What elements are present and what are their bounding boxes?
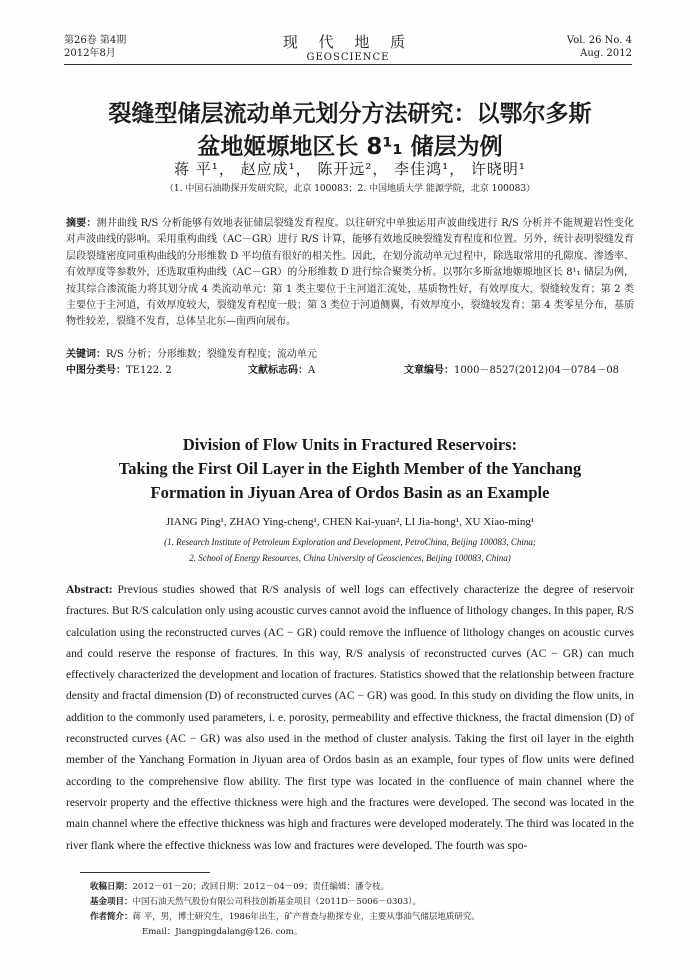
abstract-en-text: Previous studies showed that R/S analysis of well logs can effectively characterize the degree of reservoir fractures. But R/S calculation only using acoustic curves cannot avoid the influence of lithology changes. In this paper, R/S calculation using the reconstructed curves (AC − GR) could remove the influence of lithology changes on acoustic curves and could reserve the response of fractures. In this way, R/S analysis of reconstructed curves (AC − GR) can much effectively characterized the development and location of fractures. Statistics showed that the relationship between fracture density and fractal dimension (D) of reconstructed curves (AC − GR) was good. In this study on dividing the flow units, in addition to the commonly used parameters, i. e. porosity, permeability and effective thickness, the fractal dimension (D) of reconstructed curves (AC − GR) was also used in the method of cluster analysis. Taking the first oil layer in the eighth member of the Yanchang Formation in Jiyuan area of Ordos basin as an example, four types of flow units were defined according to the comprehensive flow ability. The first type was located in the confluence of main channel where the reservoir property and the effective thickness were high and the fractures were developed. The second was located in the main channel where the effective thickness was high and fractures were developed moderately. The third was located in the river flank where the effective thickness was low and fractures were developed. The fourth was spo- <box>66 584 635 852</box>
running-header <box>64 34 632 68</box>
article-no-value: 1000－8527(2012)04－0784－08 <box>454 365 620 376</box>
footnote-fund <box>90 895 620 910</box>
volume-cn: 第26卷 第4期 <box>64 35 127 46</box>
clc-value: TE122. 2 <box>126 365 172 376</box>
title-cn-line1: 裂缝型储层流动单元划分方法研究：以鄂尔多斯 <box>108 101 592 127</box>
classification-line <box>66 364 634 378</box>
keywords-cn <box>66 348 634 362</box>
date-cn: 2012年8月 <box>64 48 116 59</box>
title-en-line1: Division of Flow Units in Fractured Reservoirs: <box>182 435 518 454</box>
date-en: Aug. 2012 <box>580 48 632 59</box>
title-en-line3: Formation in Jiyuan Area of Ordos Basin as an Example <box>150 483 550 502</box>
authors-en: JIANG Ping¹, ZHAO Ying-cheng¹, CHEN Kai-yuan², LI Jia-hong¹, XU Xiao-ming¹ <box>165 516 535 528</box>
article-no-label: 文章编号： <box>404 365 454 376</box>
keywords-cn-text: R/S 分析；分形维数；裂缝发育程度；流动单元 <box>106 349 317 360</box>
author-bio-label: 作者简介： <box>90 912 133 922</box>
header-center <box>64 34 632 64</box>
clc-label: 中图分类号： <box>66 365 126 376</box>
fund-label: 基金项目： <box>90 897 133 907</box>
abstract-en <box>66 580 634 857</box>
author-bio-text: 蒋 平，男，博士研究生，1986年出生，矿产普查与勘探专业，主要从事油气储层地质研究。 <box>132 912 480 922</box>
dates-text: 2012－01－20；改回日期：2012－04－09；责任编辑：潘令枝。 <box>132 882 390 892</box>
author-email: Email：Jiangpingdalang@126. com。 <box>142 927 303 937</box>
authors-cn: 蒋 平¹， 赵应成¹， 陈开远²， 李佳鸿¹， 许晓明¹ <box>174 160 526 178</box>
abstract-cn-text: 测井曲线 R/S 分析能够有效地表征储层裂缝发育程度。以往研究中单独运用声波曲线进行 R/S 分析并不能规避岩性变化对声波曲线的影响。采用重构曲线（AC－GR）进行 R/S 计算，能够有效地反映裂缝发育程度和位置。另外，统计表明裂缝发育层段裂缝密度同重构曲线的分形维数 D 平均值有很好的相关性。因此，在划分流动单元过程中，除选取常用的孔隙度、渗透率、有效厚度等参数外，还选取重构曲线（AC－GR）的分形维数 D 进行综合聚类分析。以鄂尔多斯盆地姬塬地区长 8¹₁ 储层为例，按其综合渗流能力将其划分成 4 类流动单元：第 1 类主要位于主河道汇流处，基质物性好，有效厚度大，裂缝较发育；第 2 类主要位于主河道，有效厚度较大，裂缝发育程度一般；第 3 类位于河道侧翼，有效厚度小，裂缝较发育；第 4 类零星分布，基质物性较差，裂缝不发育，总体呈北东—南西向展布。 <box>66 218 634 328</box>
volume-en: Vol. 26 No. 4 <box>566 35 632 46</box>
doc-code-label: 文献标志码： <box>248 365 308 376</box>
abstract-cn <box>66 216 634 331</box>
title-en <box>40 433 660 505</box>
doc-code-value: A <box>308 365 316 376</box>
affiliation-en-line2: 2. School of Energy Resources, China University of Geosciences, Beijing 100083, China) <box>189 553 511 563</box>
abstract-en-label: Abstract: <box>66 584 113 596</box>
affiliations-en <box>60 534 640 566</box>
title-cn-line2: 盆地姬塬地区长 8¹₁ 储层为例 <box>197 134 503 160</box>
abstract-cn-label: 摘要： <box>66 218 97 229</box>
header-right <box>567 34 632 60</box>
header-divider <box>64 64 632 65</box>
keywords-cn-label: 关键词： <box>66 349 106 360</box>
fund-text: 中国石油天然气股份有限公司科技创新基金项目（2011D－5006－0303）。 <box>132 897 421 907</box>
footnote-divider <box>80 872 210 873</box>
footnotes <box>90 880 620 940</box>
affiliations-cn: （1. 中国石油勘探开发研究院，北京 100083；2. 中国地质大学 能源学院，北京 100083） <box>164 184 536 194</box>
title-en-line2: Taking the First Oil Layer in the Eighth Member of the Yanchang <box>118 459 582 478</box>
footnote-dates <box>90 880 620 895</box>
title-cn <box>40 98 660 164</box>
affiliation-en-line1: (1. Research Institute of Petroleum Exploration and Development, PetroChina, Beijing 100083, China; <box>164 537 536 547</box>
dates-label: 收稿日期： <box>90 882 133 892</box>
journal-name-cn: 现 代 地 质 <box>282 33 414 51</box>
journal-name-en: GEOSCIENCE <box>306 52 390 63</box>
footnote-author <box>90 910 620 925</box>
